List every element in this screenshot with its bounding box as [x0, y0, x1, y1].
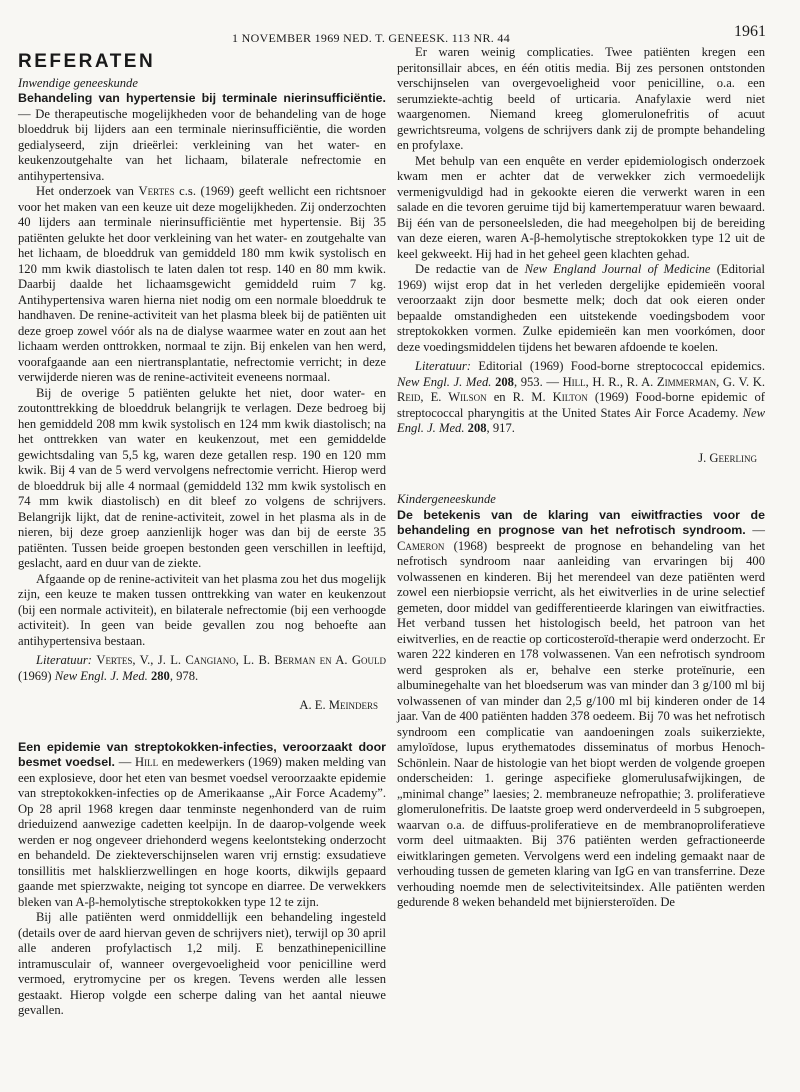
- article1-intro: Behandeling van hypertensie bij terminale nierinsufficiëntie. — De therapeutische mogelijkheden voor de behandeling van de hoge bloeddruk bij lijders aan een terminale nierinsufficiëntie, die worden gedialyseerd, zijn drieërlei: verkleining van het water- en keukenzoutgehalte van het lichaam, bilaterale nefrectomie en antihypertensiva.: [18, 91, 386, 183]
- article2-intro: Een epidemie van streptokokken-infecties, veroorzaakt door besmet voedsel. — Hill en medewerkers (1969) maken melding van een explosieve, door het eten van besmet voedsel veroorzaakte epidemie van streptokokken-infecties op de Amerikaanse „Air Force Academy”. Op 28 april 1968 kregen daar tenminste negenhonderd van de ruim drieduizend aanwezige cadetten keelpijn. In de daarop-volgende week werden er nog ongeveer driehonderd wegens keelontsteking onderzocht en behandeld. De ziekteverschijnselen waren vrij ernstig: exsudatieve tonsillitis met halsklierzwellingen en hoge koorts, dikwijls gepaard gaande met spierzwakte, neiging tot syncope en diarree. De verwekkers bleken van A-β-hemolytische streptokokken type 12 te zijn.: [18, 739, 387, 909]
- article1-category: Inwendige geneeskunde: [18, 75, 138, 90]
- left-column: [18, 50, 386, 1019]
- right-column: [397, 45, 765, 911]
- article2-title: Een epidemie van streptokokken-infecties, veroorzaakt door besmet voedsel.: [18, 739, 386, 769]
- article2-literature: Literatuur: Editorial (1969) Food-borne streptococcal epidemics. New Engl. J. Med. 208, 953. — Hill, H. R., R. A. Zimmerman, G. V. K. Reid, E. Wilson en R. M. Kilton (1969) Food-borne epidemic of streptococcal pharyngitis at the United States Air Force Academy. New Engl. J. Med. 208, 917.: [397, 359, 765, 435]
- article2-paragraph: De redactie van de New England Journal of Medicine (Editorial 1969) wijst erop dat in het verleden dergelijke epidemieën vooral veroorzaakt zijn door besmette melk; doch dat ook eieren onder bepaalde omstandigheden een uitstekende voedingsbodem voor streptokokken vormen. Zulke epidemieën kan men voorkómen, door deze voedingsmiddelen tijdens het bewaren afdoende te koelen.: [397, 262, 765, 354]
- running-header: 1 NOVEMBER 1969 NED. T. GENEESK. 113 NR. 44: [232, 31, 511, 45]
- article1-author: A. E. Meinders: [299, 698, 378, 712]
- article2-paragraph: Bij alle patiënten werd onmiddellijk een behandeling ingesteld (details over de aard hiervan geven de schrijvers niet), terwijl op 30 april alle anderen profylactisch 1,2 milj. E benzathinepenicilline intramusculair of, wanneer overgevoeligheid voor penicilline werd vermoed, erytromycine per os kregen. Tevens werden alle lessen gestaakt. Hierop volgde een scherpe daling van het aantal nieuwe gevallen.: [18, 910, 386, 1017]
- section-heading: REFERATEN: [18, 51, 156, 72]
- article1-paragraph: Het onderzoek van Vertes c.s. (1969) geeft wellicht een richtsnoer voor het maken van een keuze uit deze mogelijkheden. Zij onderzochten 40 lijders aan terminale nierinsufficiëntie met hypertensie. Bij 35 patiënten gelukte het door verkleining van het water- en zoutgehalte van het lichaam, de bloeddruk van gemiddeld 180 mm kwik systolisch en 120 mm kwik diastolisch te laten dalen tot resp. 140 en 80 mm kwik. Daarbij daalde het lichaamsgewicht gemiddeld ruim 7 kg. Antihypertensiva waren hierna niet nodig om een normale bloeddruk te handhaven. De renine-activiteit van het plasma bleek bij de patiënten uit deze groep zowel vóór als na de dialyse waarmee water en zout aan het lichaam werden onttrokken, normaal te zijn. Bij enkelen van hen werd, voorafgaande aan een niertransplantatie, nefrectomie verricht; in deze verwijderde nieren was de renine-activiteit eveneens normaal.: [18, 184, 386, 384]
- article3-intro: De betekenis van de klaring van eiwitfracties voor de behandeling en prognose van het nefrotisch syndroom. — Cameron (1968) bespreekt de prognose en behandeling van het nefrotisch syndroom naar aanleiding van ervaringen bij 400 volwassenen en kinderen. Bij het merendeel van deze patiënten werd zowel een nierbiopsie verricht, als het eiwitverlies in de urine selectief gemeten, door middel van gedifferentieerde klaringen van eiwitfracties. Het verband tussen het histologisch beeld, het patroon van het eiwitverlies, en de reactie op corticosteroïd-therapie werd onderzocht. Er waren 222 kinderen en 178 volwassenen. Van een nefrotisch syndroom werd gesproken als er, behalve een sterke proteïnurie, een albuminegehalte van het bloedserum was van minder dan 3 g/100 ml bij volwassenen of van minder dan 2,5 g/100 ml bij kinderen onder de 14 jaar. Van de 400 patiënten hadden 378 oedeem. Bij 70 was het nefrotisch syndroom een complicatie van aandoeningen zoals suikerziekte, amyloïdose, lupus erythematodes disseminatus of morbus Henoch-Schönlein. Naar de histologie van het biopt werden de volgende groepen onderscheiden: 1. geringe aspecifieke glomerulusafwijkingen, de „minimal change” laesies; 2. membraneuze nefropathie; 3. proliferatieve glomerulonefritis. De laatste groep werd onderverdeeld in 5 subgroepen, waarvan o.a. de diffuus-proliferatieve en de membranoproliferatieve vorm deel uitmaakten. Bij 376 patiënten werden gefractioneerde eiwitklaringen gemeten. Vervolgens werd een indeling gemaakt naar de verhouding tussen de gemeten klaring van IgG en van transferrine. Deze verhouding noemde men de selectiviteitsindex. Alle patiënten werden gedurende 8 weken behandeld met bijniersteroïden. De: [397, 507, 765, 909]
- article2-author: J. Geerling: [698, 450, 757, 465]
- article1-paragraph: Bij de overige 5 patiënten gelukte het niet, door water- en zoutonttrekking de bloeddruk belangrijk te verlagen. Deze bedroeg bij hen gemiddeld 208 mm kwik systolisch en 124 mm kwik diastolisch; na het onttrekken van water en keukenzout, met een gemiddelde gewichtsdaling van 5,5 kg, waren deze getallen resp. 190 en 120 mm kwik. Bij 4 van de 5 werd vervolgens nefrectomie verricht. Hierop werd de bloeddruk bij alle 4 normaal (gemiddeld 132 mm kwik systolisch en 74 mm kwik diastolisch) en dit bleef zo volgens de schrijvers. Belangrijk lijkt, dat de renine-activiteit, zowel in het plasma als in de nieren, bij deze groep aanzienlijk hoger was dan bij de eerste 35 patiënten. Tussen beide groepen bestonden geen verschillen in leeftijd, geslacht, aard en duur van de ziekte.: [18, 385, 386, 570]
- article1-literature: Literatuur: Vertes, V., J. L. Cangiano, L. B. Berman en A. Gould (1969) New Engl. J. Med. 280, 978.: [18, 653, 386, 683]
- article2-paragraph: Er waren weinig complicaties. Twee patiënten kregen een peritonsillair abces, en één otitis media. Bij zes personen ontstonden verschijnselen van overgevoeligheid voor penicilline, o.a. een serumziekte-achtig beeld of urticaria. Anafylaxie werd niet waargenomen. Niemand kreeg glomerulonefritis of acuut gewrichtsreuma, volgens de schrijvers dank zij de prompte behandeling en profylaxe.: [397, 45, 765, 152]
- article3-category: Kindergeneeskunde: [397, 492, 496, 506]
- article1-title: Behandeling van hypertensie bij terminale nierinsufficiëntie.: [18, 91, 386, 105]
- article3-title: De betekenis van de klaring van eiwitfracties voor de behandeling en prognose van het nefrotisch syndroom.: [397, 507, 765, 537]
- article1-paragraph: Afgaande op de renine-activiteit van het plasma zou het dus mogelijk zijn, een keuze te maken tussen onttrekking van water en keukenzout (bij een normale activiteit), en bilaterale nefrectomie (bij een verhoogde activiteit). In geen van beide gevallen zou nog behoefte aan antihypertensiva bestaan.: [18, 571, 386, 648]
- article2-paragraph: Met behulp van een enquête en verder epidemiologisch onderzoek kwam men er achter dat de verwekker zich vermoedelijk vermenigvuldigd had in gekookte eieren die verwerkt waren in een salade en die tevoren geruime tijd bij kamertemperatuur waren bewaard. Bij één van de personeelsleden, die had meegeholpen bij de bereiding van deze eieren, waren A-β-hemolytische streptokokken type 12 uit de keel gekweekt. Hij had in het geheel geen klachten gehad.: [397, 153, 765, 261]
- page-number: 1961: [734, 23, 766, 40]
